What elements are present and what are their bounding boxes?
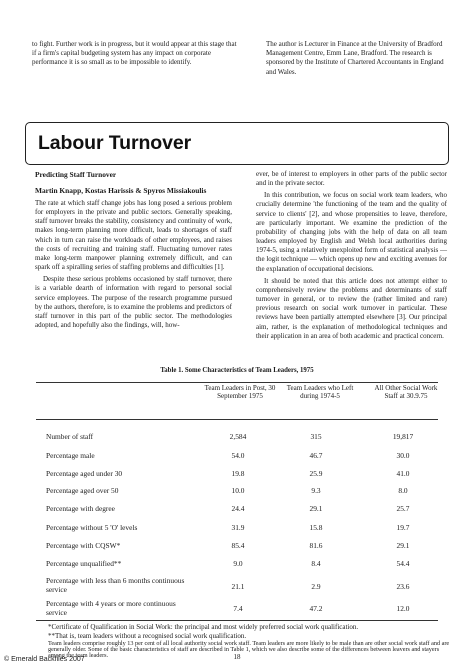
column-header: All Other Social Work Staff at 30.9.75	[374, 384, 438, 400]
row-label: Percentage with less than 6 months continuous service	[46, 576, 185, 594]
row-label: Number of staff	[46, 432, 94, 441]
author-note: The author is Lecturer in Finance at the University of Bradford Management Centre, Emm Lane, Bradford. The research is sponsored by the Institute of Chartered Accountants in England and Wales.	[266, 40, 444, 76]
table-cell: 19.7	[396, 523, 410, 532]
table-cell: 2.9	[311, 582, 321, 591]
table-cell: 85.4	[231, 541, 245, 550]
row-label: Percentage with 4 years or more continuous service	[46, 599, 176, 617]
table-top-rule	[36, 382, 438, 383]
table-cell: 15.8	[309, 523, 323, 532]
table-footnote: **That is, team leaders without a recognised social work qualification.	[48, 632, 247, 640]
table-cell: 24.4	[231, 504, 245, 513]
table-cell: 54.4	[396, 559, 410, 568]
article-authors: Martin Knapp, Kostas Harissis & Spyros Missiakoulis	[35, 186, 207, 195]
table-cell: 315	[310, 432, 322, 441]
row-label: Percentage unqualified**	[46, 559, 122, 568]
previous-article-ending: to fight. Further work is in progress, but it would appear at this stage that if a firm's capital budgeting system has any impact on corporate performance it is so small as to be impossible to identify.	[32, 40, 237, 67]
table-footnote: *Certificate of Qualification in Social Work: the principal and most widely preferred social work qualification.	[48, 623, 359, 631]
table-cell: 31.9	[231, 523, 245, 532]
table-cell: 25.7	[396, 504, 410, 513]
row-label: Percentage without 5 'O' levels	[46, 523, 138, 532]
right-column	[256, 170, 447, 344]
paragraph: It should be noted that this article does not attempt either to comprehensively review the problems and determinants of staff turnover in general, or to review the (rather limited and rare) previous research on social work turnover in particular. These reviews have been partially attempted elsewhere [3]. Our principal aim, rather, is the explanation of methodological techniques and their application in an area of both academic and practical concern.	[256, 276, 447, 340]
body-continuation: Team leaders comprise roughly 13 per cent of all local authority social work staff. Team leaders are more likely to be male than are other social work staff and are generally older. Some of the basic characteristics of staff are described in Table 1, which we also describe some of the differences between leavers and stayers among the team leaders.	[48, 640, 450, 659]
page-number: 18	[233, 653, 241, 661]
table-cell: 8.0	[398, 486, 408, 495]
table-cell: 25.9	[309, 469, 323, 478]
table-cell: 7.4	[233, 604, 243, 613]
row-label: Percentage male	[46, 451, 95, 460]
row-label: Percentage aged over 50	[46, 486, 119, 495]
table-cell: 29.1	[396, 541, 410, 550]
paragraph: The rate at which staff change jobs has long posed a serious problem for employers in the private and public sectors. Generally speaking, staff turnover breaks the stability, consistency and continuity of work, makes long-term planning more difficult, leads to shortages of staff which in turn can raise the workloads of other employees, and raises the costs of recruiting and training staff. Fluctuating turnover rates make long-term manpower planning extremely difficult, and can spark off a spiralling series of staffing problems and difficulties [1].	[35, 199, 232, 272]
table-cell: 81.6	[309, 541, 323, 550]
table-cell: 29.1	[309, 504, 323, 513]
table-bottom-rule	[36, 620, 438, 621]
section-heading: Predicting Staff Turnover	[35, 170, 117, 179]
table-cell: 10.0	[231, 486, 245, 495]
row-label: Percentage with degree	[46, 504, 115, 513]
left-column	[35, 199, 232, 333]
table-title: Table 1. Some Characteristics of Team Leaders, 1975	[160, 367, 314, 374]
table-cell: 12.0	[396, 604, 410, 613]
table-cell: 9.3	[311, 486, 321, 495]
row-label: Percentage aged under 30	[46, 469, 123, 478]
table-cell: 54.0	[231, 451, 245, 460]
table-cell: 9.0	[233, 559, 243, 568]
table-cell: 41.0	[396, 469, 410, 478]
table-cell: 46.7	[309, 451, 323, 460]
column-header: Team Leaders in Post, 30 September 1975	[204, 384, 276, 400]
table-cell: 19.8	[231, 469, 245, 478]
table-cell: 30.0	[396, 451, 410, 460]
table-cell: 8.4	[311, 559, 321, 568]
paragraph: ever, be of interest to employers in other parts of the public sector and in the private sector.	[256, 170, 447, 188]
table-cell: 23.6	[396, 582, 410, 591]
table-header-rule	[36, 419, 438, 420]
copyright-notice: © Emerald Backfiles 2007	[4, 656, 85, 663]
row-label: Percentage with CQSW*	[46, 541, 121, 550]
table-cell: 2,584	[229, 432, 247, 441]
column-header: Team Leaders who Left during 1974-5	[286, 384, 354, 400]
table-cell: 19,817	[392, 432, 414, 441]
article-title: Labour Turnover	[38, 132, 192, 154]
paragraph: Despite these serious problems occasioned by staff turnover, there is a variable dearth of information with regard to personal social service employees. The purpose of the research programme pursued by the authors, therefore, is to examine the problems and predictors of staff turnover in this part of the public sector. The methodologies adopted, and hopefully also the findings, will, how-	[35, 275, 232, 330]
table-cell: 47.2	[309, 604, 323, 613]
paragraph: In this contribution, we focus on social work team leaders, who crucially determine 'the functioning of the team and the quality of service to clients' [2], and whose propensities to leave, therefore, are particularly important. We examine the prediction of the probability of changing jobs with the help of data on all team leaders employed by English and Welsh local authorities during 1974-5, using a relatively unexploited form of statistical analysis — the logit technique — which opens up new and exciting avenues for the explanation of occupational decisions.	[256, 191, 447, 273]
table-cell: 21.1	[231, 582, 245, 591]
